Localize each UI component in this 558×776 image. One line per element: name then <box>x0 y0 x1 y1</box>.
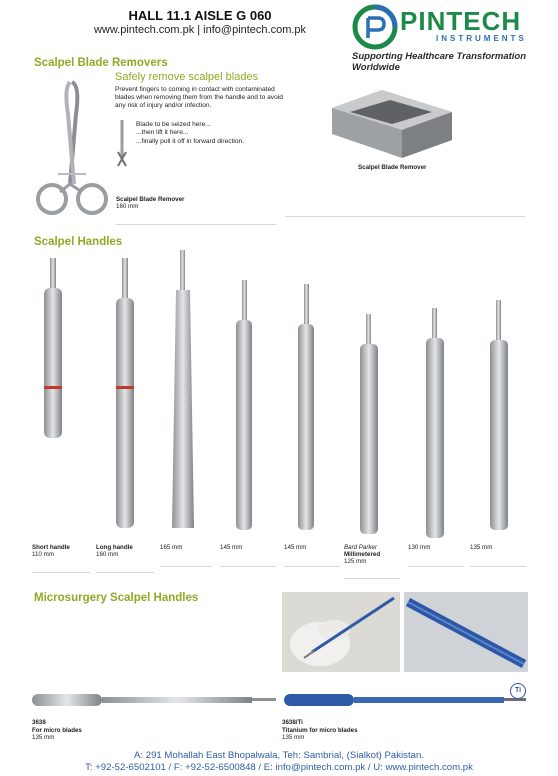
micro-item2-size: 135 mm <box>282 734 305 741</box>
divider <box>220 566 276 567</box>
divider <box>285 216 525 217</box>
handle-6-name: Bard Parker <box>344 544 378 551</box>
scalpel-handles-image <box>30 248 530 538</box>
blade-step-illustration <box>112 118 134 172</box>
divider <box>284 566 340 567</box>
micro-item2-desc: Titanium for micro blades <box>282 727 358 734</box>
item-blade-remover-name: Scalpel Blade Remover <box>116 196 185 203</box>
handle-2-size: 160 mm <box>96 551 119 558</box>
divider <box>160 566 212 567</box>
step-3: ...finally pull it off in forward direction. <box>136 138 244 145</box>
micro-item1-code: 3638 <box>32 719 46 726</box>
brand-subtitle: INSTRUMENTS <box>436 34 527 43</box>
item-blade-remover-size: 160 mm <box>116 203 139 210</box>
divider <box>470 566 526 567</box>
micro-item1-size: 135 mm <box>32 734 55 741</box>
header-contact: www.pintech.com.pk | info@pintech.com.pk <box>93 24 307 36</box>
handle-8-size: 135 mm <box>470 544 493 551</box>
blade-remover-forceps-image <box>30 74 114 224</box>
micro-handle-3638ti-image <box>282 688 530 712</box>
step-2: ...then lift it here... <box>136 129 189 136</box>
handle-5-size: 145 mm <box>284 544 307 551</box>
scalpel-handles-title: Scalpel Handles <box>34 236 123 248</box>
handle-7-size: 130 mm <box>408 544 431 551</box>
micro-handle-3638-image <box>30 688 280 712</box>
blade-removers-description: Prevent fingers to coming in contact with contaminated blades when removing them from the handle and to avoid any risk of injury and/or infection. <box>115 86 283 109</box>
divider <box>344 578 400 579</box>
handle-6-size: 125 mm <box>344 558 367 565</box>
brand-tagline: Supporting Healthcare Transformation Worldwide <box>352 51 527 73</box>
blade-remover-box-image <box>320 82 470 160</box>
handle-2-name: Long handle <box>96 544 133 551</box>
header-hall: HALL 11.1 AISLE G 060 <box>128 8 272 23</box>
handle-6-name2: Millimetered <box>344 551 381 558</box>
divider <box>96 572 154 573</box>
micro-handles-title: Microsurgery Scalpel Handles <box>34 592 199 604</box>
footer-address: A: 291 Mohallah East Bhopalwala, Teh: Sambrial, (Sialkot) Pakistan. <box>134 750 424 761</box>
handle-3-size: 165 mm <box>160 544 183 551</box>
blade-removers-subtitle: Safely remove scalpel blades <box>115 71 259 83</box>
step-1: Blade to be seized here... <box>136 121 211 128</box>
micro-handle-closeup-image <box>404 592 528 672</box>
handle-1-size: 110 mm <box>32 551 54 558</box>
item-blade-remover-box-name: Scalpel Blade Remover <box>358 164 427 171</box>
brand-name: PINTECH <box>400 6 522 36</box>
titanium-badge: Ti <box>510 683 526 699</box>
handle-1-name: Short handle <box>32 544 70 551</box>
micro-item1-desc: For micro blades <box>32 727 82 734</box>
micro-item2-code: 3638/Ti <box>282 719 303 726</box>
handle-4-size: 145 mm <box>220 544 243 551</box>
blade-removers-title: Scalpel Blade Removers <box>34 57 168 69</box>
footer-contacts: T: +92-52-6502101 / F: +92-52-6500848 / E: info@pintech.com.pk / U: www.pintech.com.pk <box>85 762 473 773</box>
pintech-logo-icon <box>352 4 398 50</box>
divider <box>408 566 464 567</box>
micro-handle-in-hand-image <box>282 592 400 672</box>
divider <box>116 224 276 225</box>
divider <box>32 572 90 573</box>
